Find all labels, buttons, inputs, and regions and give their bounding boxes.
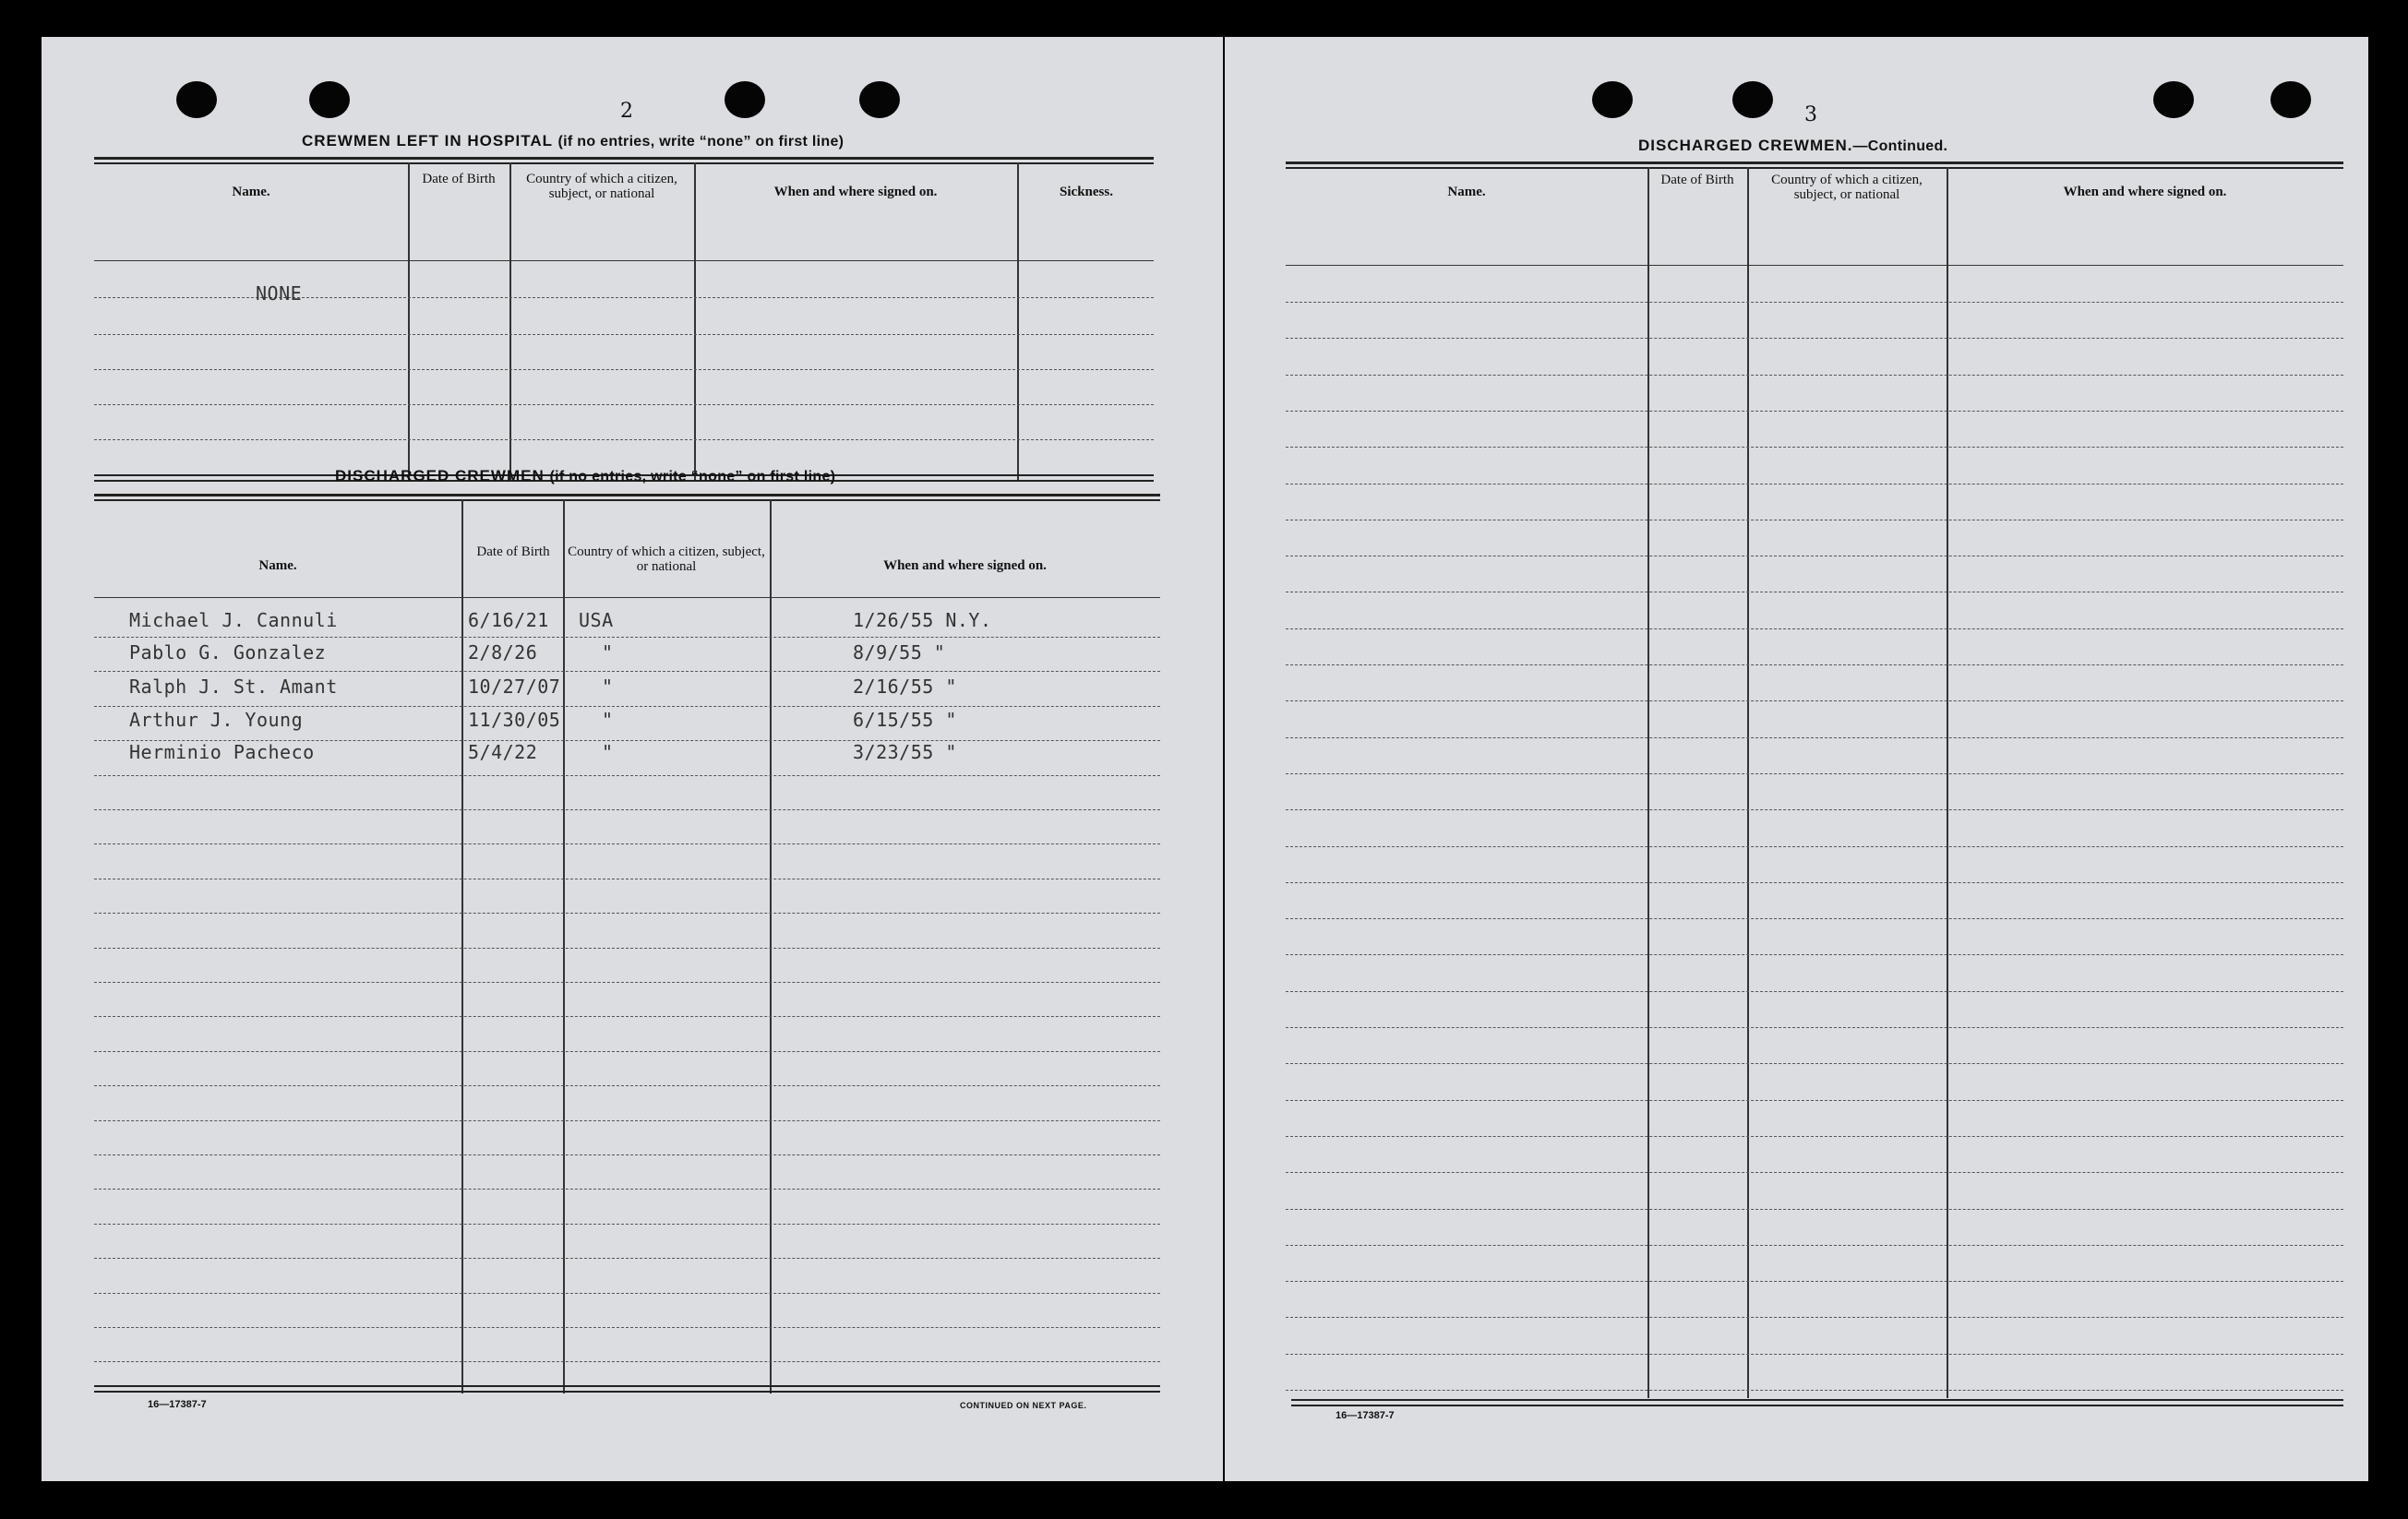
punch-hole <box>2270 81 2311 118</box>
ruled-line <box>1286 411 2343 412</box>
discharged-row-signed: 6/15/55 " <box>853 709 957 731</box>
hospital-table <box>94 157 1154 480</box>
ruled-line <box>94 1224 1160 1225</box>
ruled-line <box>94 671 1160 672</box>
punch-hole <box>1732 81 1773 118</box>
ruled-line <box>1286 302 2343 303</box>
discharged-row-country: " <box>602 741 614 763</box>
form-number: 16—17387-7 <box>148 1399 207 1410</box>
ruled-line <box>1286 1027 2343 1028</box>
discharged-row-country: " <box>602 709 614 731</box>
ruled-line <box>1286 1317 2343 1318</box>
ruled-line <box>94 1154 1160 1155</box>
ruled-line <box>1286 338 2343 339</box>
ruled-line <box>1286 1136 2343 1137</box>
ruled-line <box>94 1085 1160 1086</box>
right-form-page <box>1225 37 2368 1481</box>
column-header-date-of-birth: Date of Birth <box>1660 173 1734 187</box>
column-header-signed-on: When and where signed on. <box>883 558 1047 573</box>
discharged-row-country: " <box>602 641 614 664</box>
discharged-row-country: " <box>602 676 614 698</box>
discharged-row-dob: 6/16/21 <box>468 609 549 631</box>
ruled-line <box>94 1327 1160 1328</box>
column-header-name: Name. <box>1447 185 1486 199</box>
ruled-line <box>1286 664 2343 665</box>
ruled-line <box>94 843 1160 844</box>
column-header-signed-on: When and where signed on. <box>2063 185 2227 199</box>
ruled-line <box>94 706 1160 707</box>
discharged-row-signed: 1/26/55 N.Y. <box>853 609 992 631</box>
form-number: 16—17387-7 <box>1336 1410 1395 1421</box>
ruled-line <box>94 1051 1160 1052</box>
discharged-row-name: Michael J. Cannuli <box>129 609 338 631</box>
ruled-line <box>94 637 1160 638</box>
ruled-line <box>1286 1390 2343 1391</box>
ruled-line <box>94 1361 1160 1362</box>
ruled-line <box>1286 918 2343 919</box>
column-header-date-of-birth: Date of Birth <box>476 544 550 559</box>
ruled-line <box>1286 846 2343 847</box>
continued-note: CONTINUED ON NEXT PAGE. <box>960 1401 1087 1410</box>
ruled-line <box>1286 700 2343 701</box>
ruled-line <box>1286 954 2343 955</box>
ruled-line <box>1286 628 2343 629</box>
ruled-line <box>1286 1063 2343 1064</box>
discharged-table <box>94 494 1160 1393</box>
punch-hole <box>2153 81 2194 118</box>
ruled-line <box>1286 1100 2343 1101</box>
ruled-line <box>1286 1354 2343 1355</box>
ruled-line <box>1286 773 2343 774</box>
discharged-row-signed: 8/9/55 " <box>853 641 946 664</box>
discharged-row-name: Ralph J. St. Amant <box>129 676 338 698</box>
discharged-row-country: USA <box>579 609 614 631</box>
column-header-country: Country of which a citizen, subject, or national <box>1771 173 1923 202</box>
ruled-line <box>94 1120 1160 1121</box>
discharged-row-name: Pablo G. Gonzalez <box>129 641 327 664</box>
ruled-line <box>1286 375 2343 376</box>
ruled-line <box>1286 882 2343 883</box>
ruled-line <box>1286 1245 2343 1246</box>
left-form-page <box>42 37 1223 1481</box>
column-header-country: Country of which a citizen, subject, or national <box>568 544 765 574</box>
discharged-row-signed: 3/23/55 " <box>853 741 957 763</box>
ruled-line <box>94 913 1160 914</box>
discharged-row-name: Herminio Pacheco <box>129 741 315 763</box>
ruled-line <box>94 1258 1160 1259</box>
ruled-line <box>1286 1209 2343 1210</box>
discharged-continued-table <box>1286 161 2343 1398</box>
column-header-name: Name. <box>258 558 297 573</box>
ruled-line <box>94 1016 1160 1017</box>
ruled-line <box>94 948 1160 949</box>
punch-hole <box>176 81 217 118</box>
ruled-line <box>1286 809 2343 810</box>
column-header-name: Name. <box>232 185 270 199</box>
hospital-section-title: CREWMEN LEFT IN HOSPITAL (if no entries, write “none” on first line) <box>302 132 845 150</box>
punch-hole <box>309 81 350 118</box>
page-number: 3 <box>1804 103 1817 126</box>
punch-hole <box>725 81 765 118</box>
discharged-section-title: DISCHARGED CREWMEN (if no entries, write “none” on first line) <box>335 467 836 484</box>
discharged-row-dob: 11/30/05 <box>468 709 561 731</box>
discharged-row-name: Arthur J. Young <box>129 709 304 731</box>
column-header-signed-on: When and where signed on. <box>773 185 938 199</box>
ruled-line <box>1286 991 2343 992</box>
ruled-line <box>1286 1172 2343 1173</box>
discharged-row-signed: 2/16/55 " <box>853 676 957 698</box>
punch-hole <box>1592 81 1633 118</box>
ruled-line <box>1286 1281 2343 1282</box>
punch-hole <box>859 81 900 118</box>
ruled-line <box>1286 737 2343 738</box>
discharged-row-dob: 5/4/22 <box>468 741 538 763</box>
hospital-entry-none: NONE <box>256 282 303 305</box>
column-header-sickness: Sickness. <box>1060 185 1113 199</box>
ruled-line <box>94 1293 1160 1294</box>
ruled-line <box>94 775 1160 776</box>
ruled-line <box>1286 447 2343 448</box>
page-number: 2 <box>620 100 633 123</box>
ruled-line <box>94 982 1160 983</box>
discharged-continued-title: DISCHARGED CREWMEN.—Continued. <box>1638 137 1948 154</box>
discharged-row-dob: 2/8/26 <box>468 641 538 664</box>
ruled-line <box>94 1189 1160 1190</box>
discharged-row-dob: 10/27/07 <box>468 676 561 698</box>
ruled-line <box>94 809 1160 810</box>
column-header-country: Country of which a citizen, subject, or national <box>526 172 677 201</box>
column-header-date-of-birth: Date of Birth <box>422 172 496 186</box>
